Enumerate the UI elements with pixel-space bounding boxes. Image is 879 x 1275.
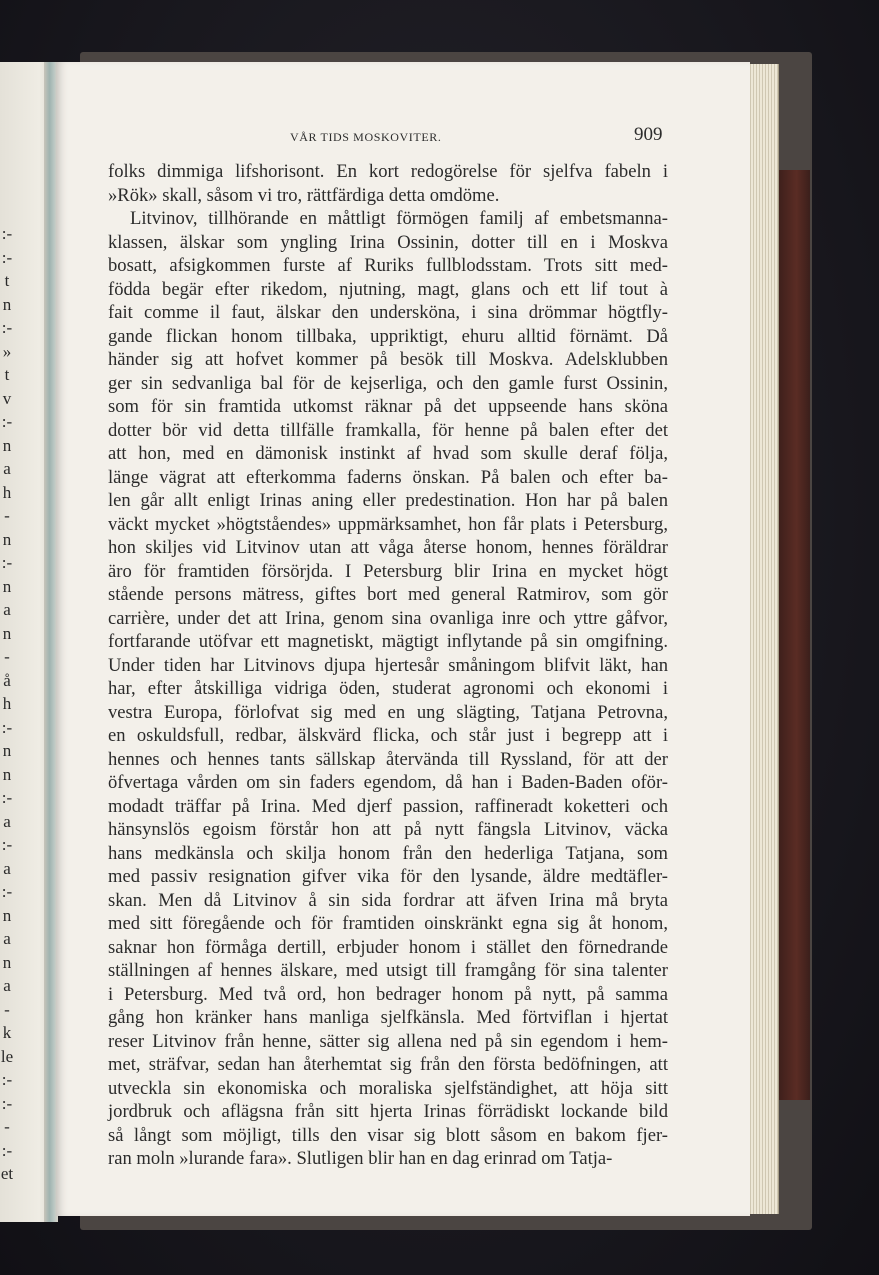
left-page-fragment: :-	[1, 717, 13, 737]
text-line: med sitt föregående och för framtiden oinskränkt egna sig åt honom,	[108, 913, 668, 934]
left-page-fragment: :-	[1, 318, 13, 337]
left-page-fragment: a	[3, 929, 11, 948]
left-page-fragment: v	[2, 388, 12, 408]
text-line: vestra Europa, förlofvat sig med en ung slägting, Tatjana Petrovna,	[108, 701, 668, 723]
text-line: väckt mycket »högtståendes» uppmärksamhet, hon får plats i Petersburg,	[108, 513, 668, 535]
left-page-fragment: »	[2, 341, 12, 361]
left-page-fragment: t	[4, 365, 10, 384]
left-page-fragment: -	[4, 647, 10, 666]
left-page-fragment: le	[0, 1046, 14, 1066]
left-page-fragment: å	[3, 670, 11, 690]
text-line: fortfarande utöfvar ett magnetiskt, mägtigt inflytande på sin omgifning.	[108, 631, 668, 652]
text-line: dotter bör vid detta tillfälle framkalla, för henne på balen efter det	[108, 419, 668, 441]
left-page-fragment: n	[2, 905, 12, 925]
text-line: met, sträfvar, sedan han återhemtat sig från den första bedöfningen, att	[108, 1054, 668, 1075]
text-line: modadt träffar på Irina. Med djerf passion, raffineradt koketteri och	[108, 795, 668, 817]
left-page-fragment: :-	[1, 553, 13, 572]
text-line: gång hon kränker hans manliga sjelfkänsla. Med förtviflan i hjertat	[108, 1007, 668, 1028]
text-line: födda begär efter rikedom, njutning, magt, glans och ett lif tout à	[108, 278, 668, 300]
left-page-fragment: n	[2, 741, 12, 760]
body-text	[108, 160, 668, 1171]
text-line: äro för framtiden försörjda. I Petersburg blir Irina en mycket högt	[108, 560, 668, 582]
text-line: Under tiden har Litvinovs djupa hjertesår småningom blifvit läkt, han	[108, 654, 668, 676]
left-page-fragment: n	[2, 529, 12, 549]
left-page-fragment: :-	[1, 412, 13, 431]
left-page-fragment: n	[2, 623, 12, 643]
text-line: »Rök» skall, såsom vi tro, rättfärdiga detta omdöme.	[108, 184, 500, 206]
left-page-fragment: h	[2, 482, 12, 502]
left-page-fragment: n	[2, 764, 12, 784]
text-line: stående persons mätress, giftes bort med general Ratmirov, som gör	[108, 584, 668, 605]
text-line: att hon, med en dämonisk instinkt af hvad som skulle deraf följa,	[108, 443, 668, 464]
text-line: len går allt enligt Irinas aning eller predestination. Hon har på balen	[108, 490, 668, 511]
text-line: hans medkänsla och skilja honom från den hederliga Tatjana, som	[108, 842, 668, 864]
running-header: VÅR TIDS MOSKOVITER.	[290, 130, 442, 144]
left-page-fragment: :-	[1, 247, 13, 267]
left-page-fragment: :-	[1, 224, 13, 243]
text-line: carrière, under det att Irina, genom sina ovanliga inre och yttre gåfvor,	[108, 607, 668, 629]
text-line: har, efter åtskilliga vidriga öden, studerat agronomi och ekonomi i	[108, 678, 668, 699]
text-line: i Petersburg. Med två ord, hon bedrager honom på nytt, på samma	[108, 983, 668, 1005]
text-line: skan. Men då Litvinov å sin sida fordrar att äfven Irina må bryta	[108, 889, 668, 911]
left-page-fragment: t	[4, 271, 10, 290]
text-line: hon skiljes vid Litvinov utan att våga återse honom, hennes föräldrar	[108, 537, 668, 558]
left-page-fragment: -	[4, 999, 10, 1019]
text-line: hennes och hennes tants sällskap återvända till Ryssland, för att der	[108, 748, 668, 770]
text-line: saknar hon förmåga dertill, erbjuder honom i stället den förnedrande	[108, 936, 668, 958]
left-page-fragment: a	[3, 600, 11, 619]
left-page-fragment: h	[2, 694, 12, 713]
text-line: ran moln »lurande fara». Slutligen blir han en dag erinrad om Tatja-	[108, 1148, 613, 1169]
text-line: öfvertaga vården om sin faders egendom, då han i Baden-Baden oför-	[108, 772, 668, 793]
text-line: jordbruk och aflägsna från sitt hjerta Irinas förrädiskt lockande bild	[108, 1101, 668, 1122]
left-page-fragment: a	[3, 976, 11, 995]
text-line: hänsynslös egoism förstår hon att på nytt fängsla Litvinov, väcka	[108, 819, 668, 840]
text-line: gande flickan honom tillbaka, uppriktigt, ehuru alltid förnämt. Då	[108, 325, 668, 347]
text-line: reser Litvinov från henne, sätter sig allena ned på sin egendom i hem-	[108, 1030, 668, 1052]
text-line: ställningen af hennes älskare, med utsigt till framgång för sina talenter	[108, 960, 668, 981]
left-page-fragment: k	[2, 1023, 12, 1042]
left-page-fragment: :-	[1, 882, 13, 901]
text-line: klassen, älskar som yngling Irina Ossinin, dotter till en i Moskva	[108, 231, 668, 253]
left-page-fragment: a	[3, 811, 11, 831]
left-page-fragment: -	[4, 1117, 10, 1136]
left-page-fragment: n	[2, 952, 12, 972]
left-page-fragment: :-	[1, 835, 13, 854]
left-page-fragment: n	[2, 435, 12, 455]
left-page-fragment: :-	[1, 788, 13, 807]
left-page-fragment: a	[3, 858, 11, 878]
text-line: fait comme il faut, älskar den undersköna, i sina drömmar högtfly-	[108, 302, 668, 323]
text-line: som för sin framtida utkomst räknar på det uppseende hans sköna	[108, 396, 668, 417]
text-line: med passiv resignation gifver vika för den lysande, äldre medtäfler-	[108, 866, 668, 887]
left-page-fragment: :-	[1, 1140, 13, 1160]
text-line: länge vägrat att efterkomma faderns önskan. På balen och efter ba-	[108, 466, 668, 488]
left-page-fragment: n	[2, 294, 12, 314]
text-line: utveckla sin ekonomiska och moraliska sjelfständighet, att höja sitt	[108, 1077, 668, 1099]
left-page-fragment: a	[3, 459, 11, 478]
left-page-fragment: :-	[1, 1070, 13, 1089]
text-line: händer sig att hofvet kommer på besök till Moskva. Adelsklubben	[108, 349, 668, 370]
left-page-fragment: n	[2, 576, 12, 596]
left-page-fragment: et	[0, 1164, 14, 1183]
book-cover-edge	[776, 170, 810, 1100]
text-line: ger sin sedvanliga bal för de kejserliga, och den gamle furst Ossinin,	[108, 372, 668, 394]
text-line: Litvinov, tillhörande en måttligt förmögen familj af embetsmanna-	[130, 208, 668, 229]
left-page-fragment: -	[4, 506, 10, 525]
text-line: bosatt, afsigkommen furste af Ruriks fullblodsstam. Trots sitt med-	[108, 255, 668, 276]
page-number: 909	[634, 124, 663, 145]
text-line: en oskuldsfull, redbar, älskvärd flicka, och står just i begrepp att i	[108, 725, 668, 746]
left-page-text-fragments	[0, 222, 14, 1186]
text-line: så långt som möjligt, tills den visar sig blott såsom en bakom fjer-	[108, 1124, 668, 1146]
text-line: folks dimmiga lifshorisont. En kort redogörelse för sjelfva fabeln i	[108, 161, 668, 182]
left-page-fragment: :-	[1, 1093, 13, 1113]
